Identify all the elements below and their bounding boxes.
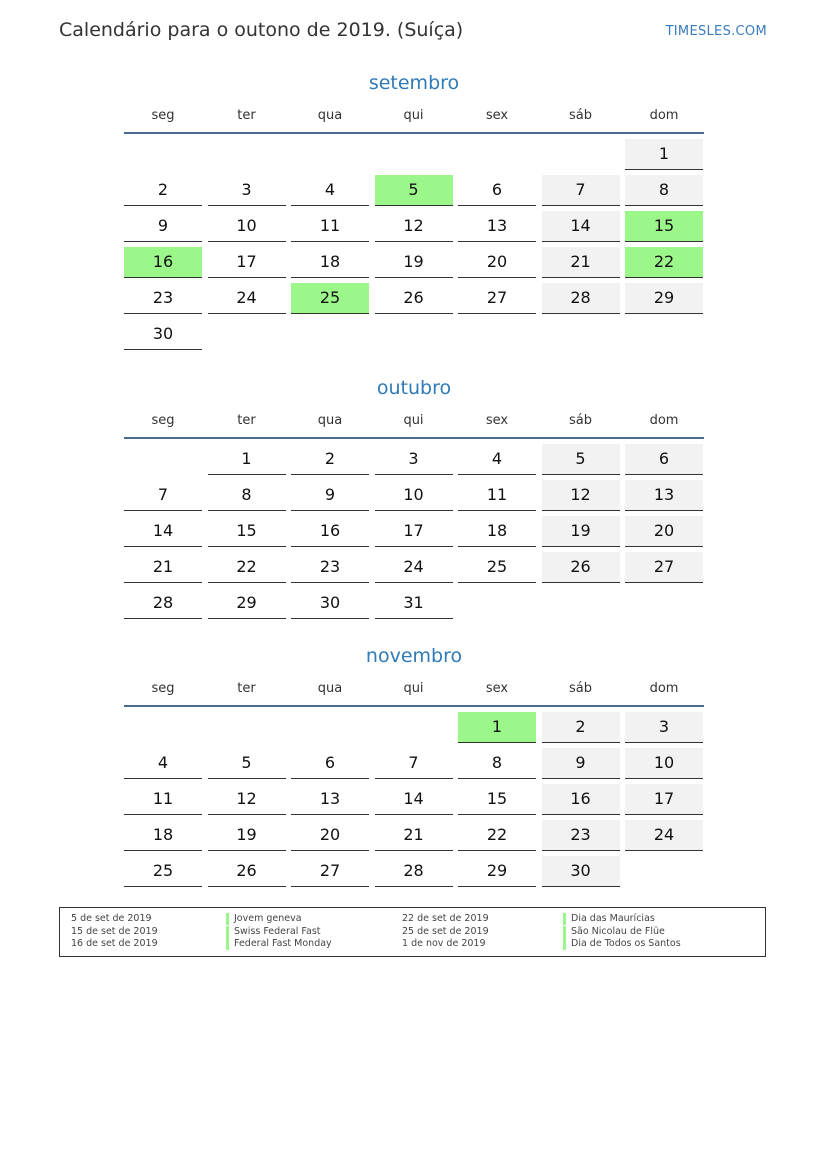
weekday-label: qui <box>403 108 424 123</box>
brand-link[interactable]: TIMESLES.COM <box>665 24 767 39</box>
day-cell: 20 <box>291 820 369 851</box>
day-cell: 4 <box>458 444 536 475</box>
empty-cell <box>375 712 453 742</box>
day-cell: 10 <box>208 211 286 242</box>
empty-cell <box>542 139 620 169</box>
month-outubro <box>124 375 704 619</box>
holiday-day-cell: 16 <box>124 247 202 278</box>
day-cell: 24 <box>375 552 453 583</box>
day-cell: 25 <box>458 552 536 583</box>
day-cell: 20 <box>625 516 703 547</box>
holiday-legend <box>59 907 766 957</box>
weekday-label: qua <box>317 681 343 696</box>
weekday-label: ter <box>237 681 256 696</box>
day-cell: 3 <box>208 175 286 206</box>
page-title: Calendário para o outono de 2019. (Suíça) <box>59 19 464 41</box>
empty-cell <box>124 444 202 474</box>
day-cell: 21 <box>375 820 453 851</box>
day-cell: 16 <box>291 516 369 547</box>
day-cell: 16 <box>542 784 620 815</box>
day-cell: 14 <box>124 516 202 547</box>
day-cell: 2 <box>124 175 202 206</box>
day-cell: 19 <box>542 516 620 547</box>
day-cell: 7 <box>375 748 453 779</box>
legend-holiday-name: Swiss Federal Fast <box>226 926 321 938</box>
day-cell: 15 <box>208 516 286 547</box>
day-cell: 28 <box>542 283 620 314</box>
day-cell: 6 <box>625 444 703 475</box>
day-grid <box>124 139 704 350</box>
weekday-label: qua <box>317 108 343 123</box>
weekday-label: seg <box>151 681 175 696</box>
day-cell: 2 <box>542 712 620 743</box>
holiday-day-cell: 15 <box>625 211 703 242</box>
day-cell: 11 <box>458 480 536 511</box>
day-cell: 14 <box>375 784 453 815</box>
weekday-header <box>124 411 704 439</box>
day-cell: 1 <box>208 444 286 475</box>
day-cell: 12 <box>375 211 453 242</box>
day-grid <box>124 712 704 887</box>
day-cell: 22 <box>458 820 536 851</box>
day-cell: 3 <box>375 444 453 475</box>
day-cell: 30 <box>291 588 369 619</box>
legend-holiday-name: São Nicolau de Flüe <box>563 926 665 938</box>
day-cell: 10 <box>625 748 703 779</box>
weekday-header <box>124 106 704 134</box>
day-cell: 5 <box>542 444 620 475</box>
weekday-label: qua <box>317 413 343 428</box>
day-cell: 25 <box>124 856 202 887</box>
weekday-header <box>124 679 704 707</box>
legend-date: 1 de nov de 2019 <box>402 938 486 949</box>
empty-cell <box>208 712 286 742</box>
day-cell: 5 <box>208 748 286 779</box>
month-title: novembro <box>365 645 463 667</box>
month-setembro <box>124 70 704 350</box>
day-cell: 1 <box>625 139 703 170</box>
legend-date: 22 de set de 2019 <box>402 913 489 924</box>
day-cell: 23 <box>124 283 202 314</box>
day-cell: 8 <box>458 748 536 779</box>
day-cell: 8 <box>625 175 703 206</box>
day-cell: 4 <box>124 748 202 779</box>
empty-cell <box>375 139 453 169</box>
day-cell: 3 <box>625 712 703 743</box>
day-cell: 11 <box>291 211 369 242</box>
weekday-label: sáb <box>569 413 592 428</box>
legend-holiday-name: Dia de Todos os Santos <box>563 938 681 950</box>
holiday-day-cell: 22 <box>625 247 703 278</box>
day-cell: 8 <box>208 480 286 511</box>
empty-cell <box>208 139 286 169</box>
day-cell: 13 <box>625 480 703 511</box>
weekday-label: seg <box>151 413 175 428</box>
day-cell: 14 <box>542 211 620 242</box>
day-cell: 19 <box>208 820 286 851</box>
day-cell: 10 <box>375 480 453 511</box>
day-cell: 13 <box>291 784 369 815</box>
empty-cell <box>124 139 202 169</box>
day-cell: 23 <box>291 552 369 583</box>
weekday-label: ter <box>237 413 256 428</box>
day-cell: 26 <box>375 283 453 314</box>
legend-holiday-name: Dia das Maurícias <box>563 913 655 925</box>
day-cell: 7 <box>542 175 620 206</box>
legend-date: 25 de set de 2019 <box>402 926 489 937</box>
weekday-label: qui <box>403 681 424 696</box>
weekday-label: sáb <box>569 681 592 696</box>
weekday-label: qui <box>403 413 424 428</box>
legend-holiday-name: Federal Fast Monday <box>226 938 332 950</box>
day-cell: 27 <box>625 552 703 583</box>
day-cell: 2 <box>291 444 369 475</box>
day-cell: 13 <box>458 211 536 242</box>
empty-cell <box>458 139 536 169</box>
legend-date: 16 de set de 2019 <box>71 938 158 949</box>
weekday-label: dom <box>649 108 679 123</box>
month-title: outubro <box>376 377 452 399</box>
day-cell: 18 <box>291 247 369 278</box>
holiday-day-cell: 5 <box>375 175 453 206</box>
day-cell: 17 <box>375 516 453 547</box>
day-cell: 12 <box>542 480 620 511</box>
day-cell: 29 <box>458 856 536 887</box>
day-cell: 18 <box>458 516 536 547</box>
day-cell: 9 <box>124 211 202 242</box>
day-cell: 29 <box>625 283 703 314</box>
day-cell: 27 <box>291 856 369 887</box>
day-cell: 28 <box>124 588 202 619</box>
day-cell: 24 <box>625 820 703 851</box>
day-cell: 17 <box>625 784 703 815</box>
day-cell: 28 <box>375 856 453 887</box>
day-grid <box>124 444 704 619</box>
day-cell: 26 <box>542 552 620 583</box>
empty-cell <box>291 139 369 169</box>
day-cell: 18 <box>124 820 202 851</box>
weekday-label: dom <box>649 681 679 696</box>
empty-cell <box>291 712 369 742</box>
day-cell: 7 <box>124 480 202 511</box>
day-cell: 15 <box>458 784 536 815</box>
weekday-label: seg <box>151 108 175 123</box>
day-cell: 4 <box>291 175 369 206</box>
weekday-label: dom <box>649 413 679 428</box>
holiday-day-cell: 1 <box>458 712 536 743</box>
day-cell: 11 <box>124 784 202 815</box>
day-cell: 21 <box>124 552 202 583</box>
day-cell: 19 <box>375 247 453 278</box>
legend-date: 15 de set de 2019 <box>71 926 158 937</box>
weekday-label: sex <box>485 413 509 428</box>
day-cell: 26 <box>208 856 286 887</box>
day-cell: 23 <box>542 820 620 851</box>
weekday-label: sex <box>485 108 509 123</box>
day-cell: 24 <box>208 283 286 314</box>
month-title: setembro <box>368 72 460 94</box>
day-cell: 9 <box>542 748 620 779</box>
day-cell: 6 <box>458 175 536 206</box>
weekday-label: ter <box>237 108 256 123</box>
day-cell: 31 <box>375 588 453 619</box>
day-cell: 9 <box>291 480 369 511</box>
day-cell: 22 <box>208 552 286 583</box>
empty-cell <box>124 712 202 742</box>
day-cell: 30 <box>124 319 202 350</box>
day-cell: 29 <box>208 588 286 619</box>
weekday-label: sáb <box>569 108 592 123</box>
holiday-day-cell: 25 <box>291 283 369 314</box>
day-cell: 30 <box>542 856 620 887</box>
day-cell: 20 <box>458 247 536 278</box>
day-cell: 12 <box>208 784 286 815</box>
weekday-label: sex <box>485 681 509 696</box>
day-cell: 21 <box>542 247 620 278</box>
day-cell: 17 <box>208 247 286 278</box>
day-cell: 27 <box>458 283 536 314</box>
legend-holiday-name: Jovem geneva <box>226 913 302 925</box>
month-novembro <box>124 643 704 887</box>
day-cell: 6 <box>291 748 369 779</box>
legend-date: 5 de set de 2019 <box>71 913 152 924</box>
